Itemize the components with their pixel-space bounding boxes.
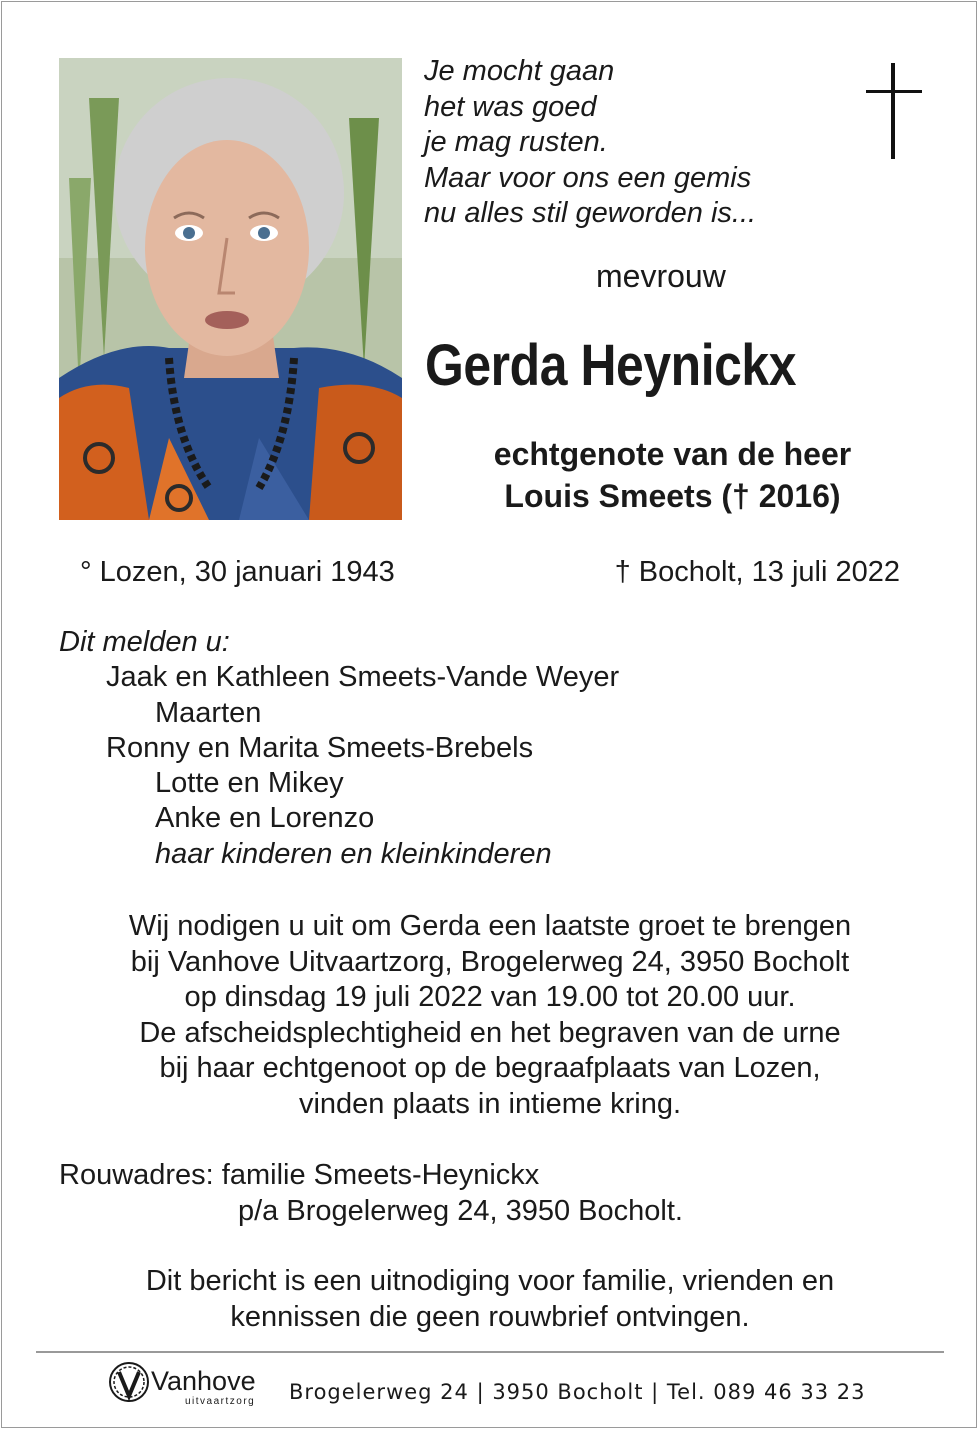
family-member: Jaak en Kathleen Smeets-Vande Weyer [106,661,620,694]
closing-note [0,1263,980,1335]
footer-contact: Brogelerweg 24 | 3950 Bocholt | Tel. 089 46 33 23 [289,1380,866,1404]
closing-line: kennissen die geen rouwbrief ontvingen. [230,1301,750,1333]
poem-line: je mag rusten. [424,126,608,158]
poem-line: het was goed [424,90,597,123]
invitation-line: bij haar echtgenoot op de begraafplaats van Lozen, [159,1052,821,1084]
address-line-2: p/a Brogelerweg 24, 3950 Bocholt. [238,1195,683,1227]
logo-subtitle: uitvaartzorg [185,1396,256,1407]
invitation-line: bij Vanhove Uitvaartzorg, Brogelerweg 24, 3950 Bocholt [130,945,850,978]
vanhove-logo [107,1360,277,1410]
poem-line: Je mocht gaan [424,55,615,87]
address-line-1: Rouwadres: familie Smeets-Heynickx [59,1159,540,1191]
family-member: Anke en Lorenzo [155,802,375,835]
poem-line: nu alles stil geworden is... [424,197,757,229]
invitation-line: op dinsdag 19 juli 2022 van 19.00 tot 20.00 uur. [184,981,796,1013]
family-member: Ronny en Marita Smeets-Brebels [106,731,534,764]
invitation-line: De afscheidsplechtigheid en het begraven van de urne [139,1016,841,1049]
death-info: † Bocholt, 13 juli 2022 [614,556,900,588]
invitation-line: vinden plaats in intieme kring. [298,1087,682,1120]
mourning-address [59,1157,683,1229]
cross-icon [866,63,922,159]
footer-divider [36,1351,944,1353]
family-member: Lotte en Mikey [155,767,344,800]
family-announcement [59,625,619,872]
poem [424,54,756,232]
birth-info: ° Lozen, 30 januari 1943 [80,556,395,588]
invitation-line: Wij nodigen u uit om Gerda een laatste groet te brengen [128,910,852,942]
logo-name: Vanhove [151,1366,256,1396]
invitation [0,909,980,1122]
title-prefix: mevrouw [596,258,726,294]
spouse-line-1: echtgenote van de heer [493,436,852,472]
spouse-line-2: Louis Smeets († 2016) [504,478,841,514]
deceased-name: Gerda Heynickx [425,333,797,398]
closing-line: Dit bericht is een uitnodiging voor familie, vrienden en [145,1265,835,1297]
family-member: Maarten [155,696,262,729]
announce-intro: Dit melden u: [59,626,230,658]
portrait-photo [59,58,402,520]
family-relation: haar kinderen en kleinkinderen [155,837,552,870]
poem-line: Maar voor ons een gemis [424,161,752,194]
